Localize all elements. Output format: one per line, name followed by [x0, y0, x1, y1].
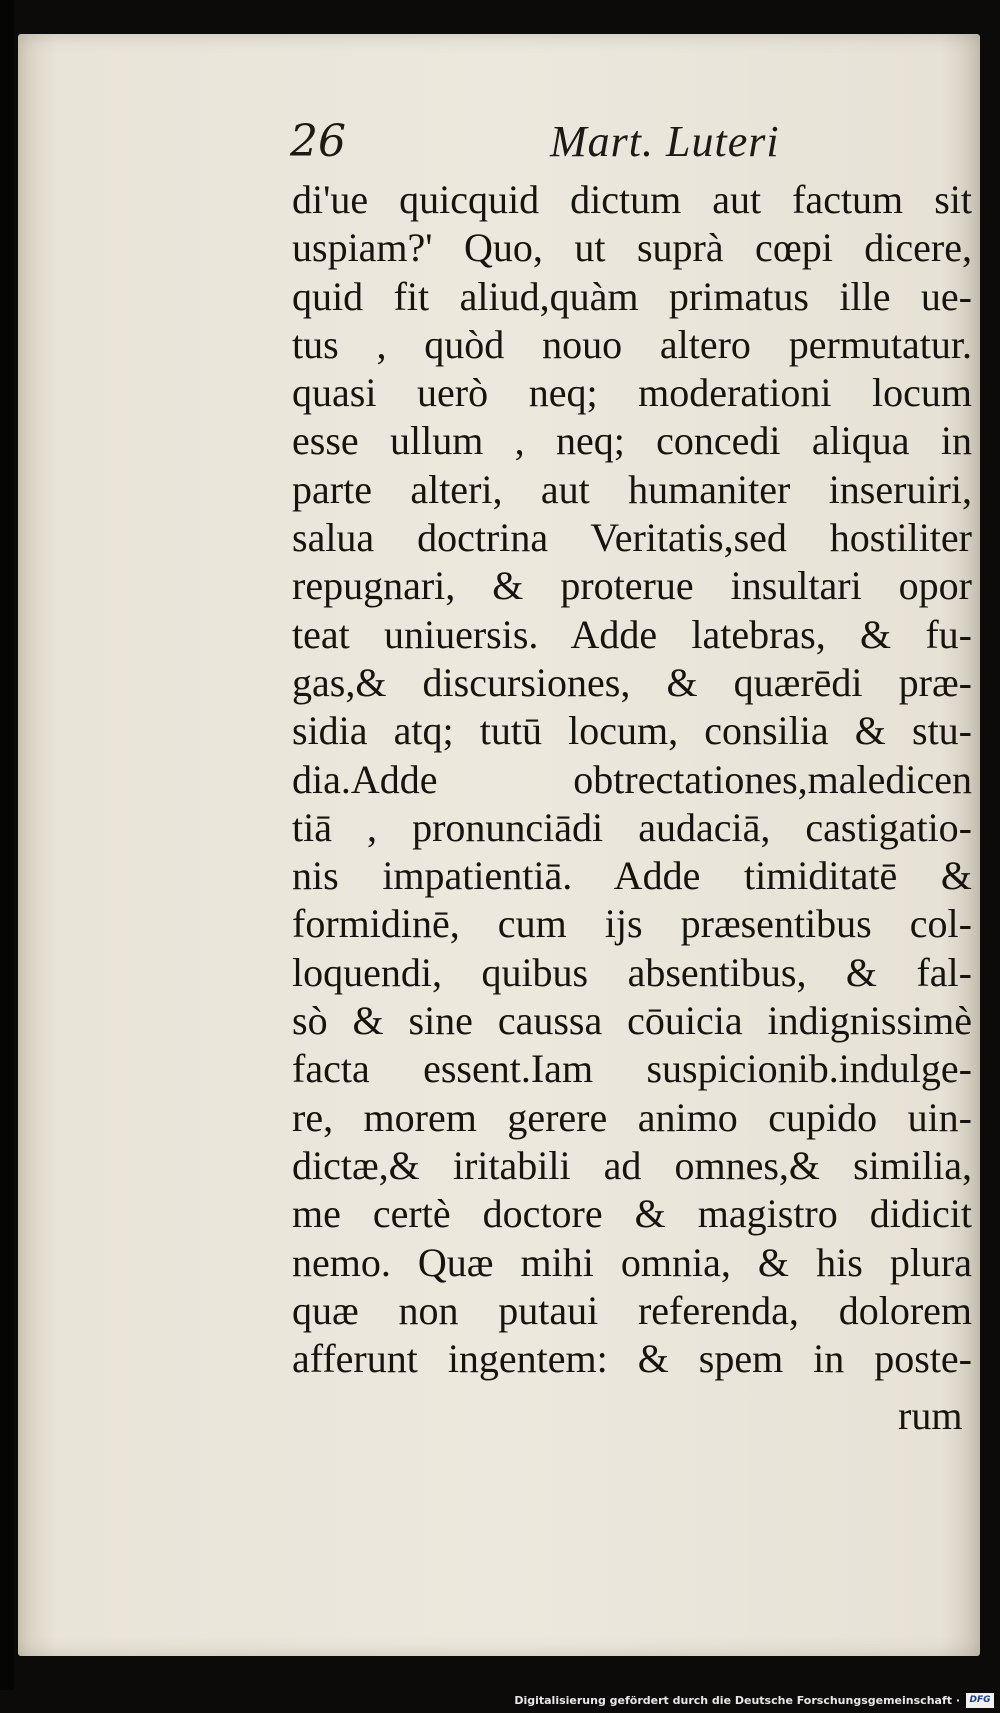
funding-credit: Digitalisierung gefördert durch die Deutsche Forschungsgemeinschaft ·	[514, 1694, 960, 1707]
text-line: tus , quòd nouo altero permutatur.	[292, 321, 972, 367]
text-line: tiā , pronunciādi audaciā, castigatio-	[292, 804, 972, 850]
text-line: quæ non putaui referenda, dolorem	[292, 1287, 972, 1333]
body-text	[292, 176, 972, 1383]
page-number: 26	[290, 116, 346, 167]
text-line: sò & sine caussa cōuicia indignissimè	[292, 998, 972, 1044]
running-head	[290, 112, 810, 172]
text-line: formidinē, cum ijs præsentibus col-	[292, 901, 972, 947]
text-line: dictæ,& iritabili ad omnes,& similia,	[292, 1142, 972, 1188]
text-line: di'ue quicquid dictum aut factum sit	[292, 177, 972, 222]
text-line: salua doctrina Veritatis,sed hostiliter	[292, 515, 972, 561]
text-line: quid fit aliud,quàm primatus ille ue-	[292, 273, 972, 319]
text-line: sidia atq; tutū locum, consilia & stu-	[292, 708, 972, 754]
text-line: afferunt ingentem: & spem in poste-	[292, 1336, 972, 1382]
text-line: dia.Adde obtrectationes,maledicen	[292, 756, 972, 802]
text-line: gas,& discursiones, & quærēdi præ-	[292, 659, 972, 705]
dfg-logo-icon: DFG	[966, 1693, 994, 1708]
running-title: Mart. Luteri	[550, 117, 780, 166]
text-line: teat uniuersis. Adde latebras, & fu-	[292, 611, 972, 657]
text-line: nemo. Quæ mihi omnia, & his plura	[292, 1239, 972, 1285]
digitization-footer	[0, 1690, 1000, 1713]
text-line: facta essent.Iam suspicionib.indulge-	[292, 1046, 972, 1092]
text-line: repugnari, & proterue insultari opor	[292, 563, 972, 609]
text-line: me certè doctore & magistro didicit	[292, 1191, 972, 1237]
text-line: quasi uerò neq; moderationi locum	[292, 370, 972, 416]
text-line: esse ullum , neq; concedi aliqua in	[292, 418, 972, 464]
text-line: loquendi, quibus absentibus, & fal-	[292, 949, 972, 995]
text-line: parte alteri, aut humaniter inseruiri,	[292, 466, 972, 512]
catchword: rum	[898, 1393, 963, 1438]
text-line: nis impatientiā. Adde timiditatē &	[292, 853, 972, 899]
text-line: re, morem gerere animo cupido uin-	[292, 1094, 972, 1140]
book-gutter	[0, 0, 14, 1713]
text-line: uspiam?' Quo, ut suprà cœpi dicere,	[292, 225, 972, 271]
